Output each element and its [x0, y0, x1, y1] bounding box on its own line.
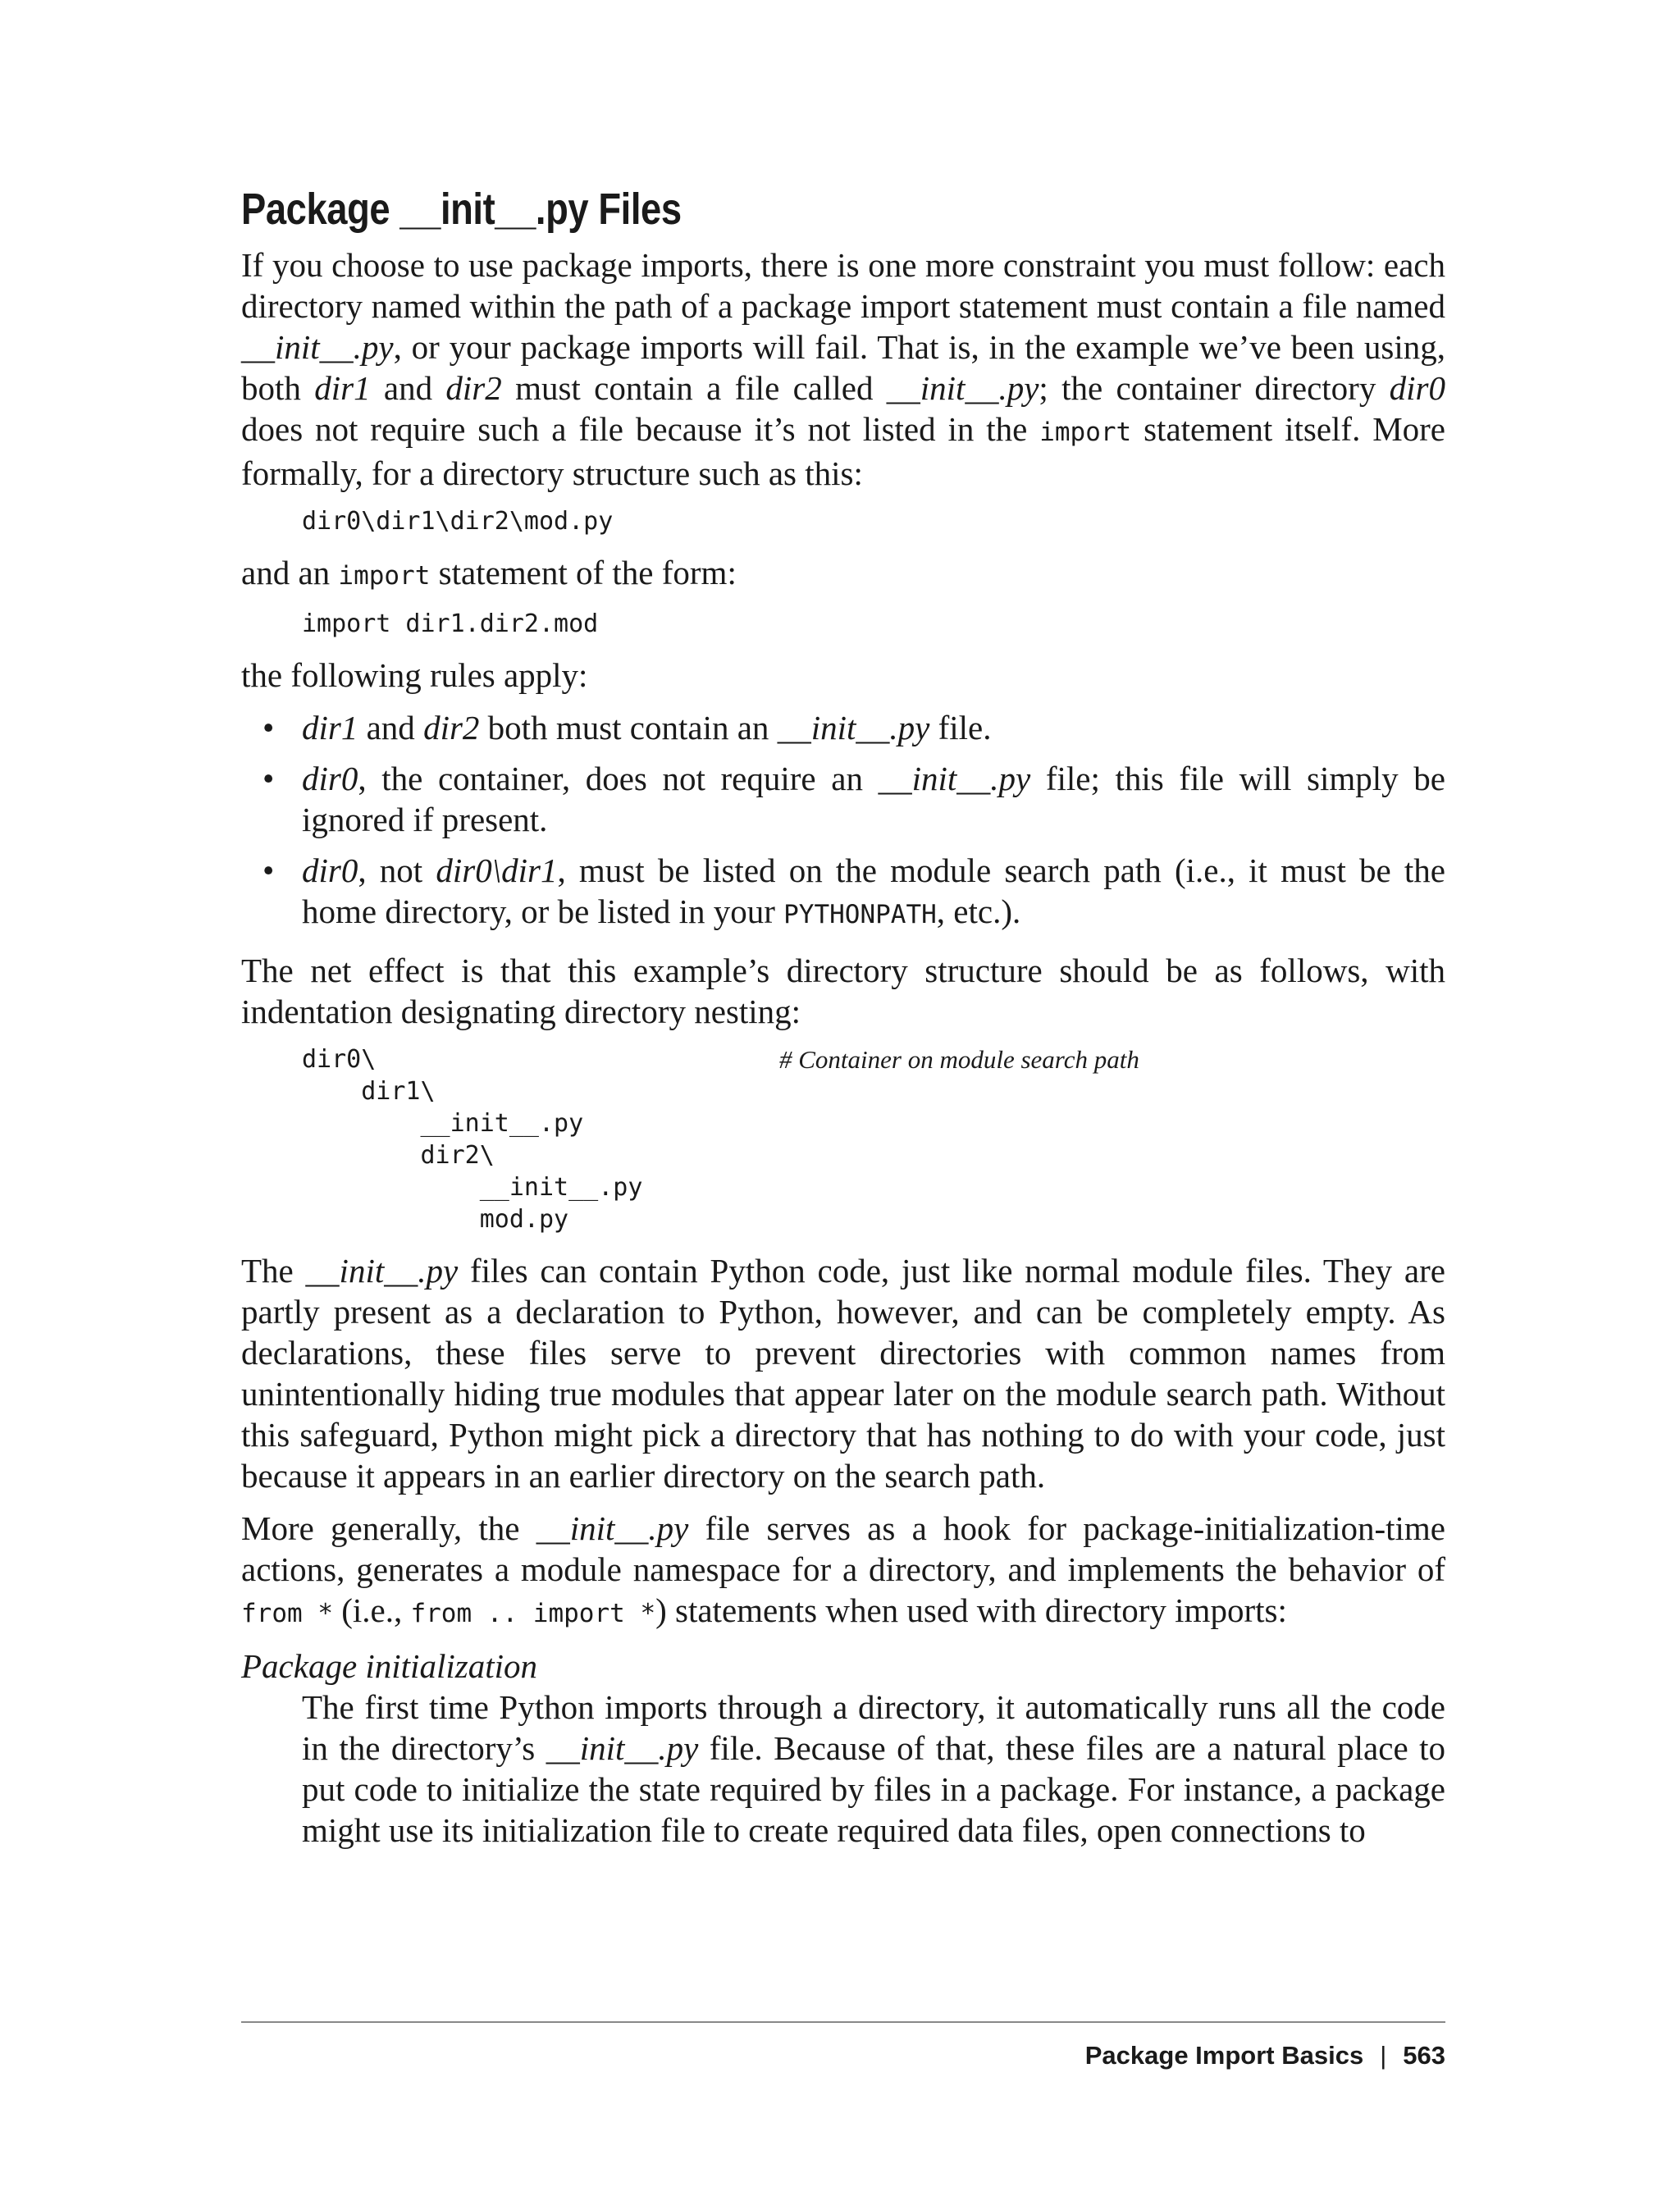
paragraph-net-effect: The net effect is that this example’s directory structure should be as follows, with indentation designating directory nesting: — [241, 952, 1445, 1030]
dirname: dir2 — [423, 709, 480, 746]
text: files can contain Python code, just like normal module files. They are partly present as a declaration to Python, however, and can be completely empty. As declarations, these files serve to prevent directories with common names from unintentionally hiding true modules that appear later on the module search path. Without this safeguard, Python might pick a directory that has nothing to do with your code, just because it appears in an earlier directory on the search path. — [241, 1252, 1445, 1495]
bullet-icon: • — [262, 851, 275, 889]
tree-comment: # Container on module search path — [779, 1045, 1139, 1074]
paragraph-hook — [241, 1508, 1445, 1634]
filename: __init__.py — [536, 1509, 689, 1547]
rules-list — [241, 707, 1445, 935]
inline-code: import — [1039, 418, 1132, 447]
text: must contain a file called — [501, 369, 887, 407]
tree-line: dir1\ — [302, 1077, 436, 1106]
text: file. — [929, 709, 992, 746]
text: ; the container directory — [1039, 369, 1390, 407]
dirname: dir0 — [302, 851, 358, 889]
dirname: dir1 — [302, 709, 358, 746]
directory-tree — [302, 1043, 1445, 1234]
text: statement of the form: — [430, 554, 737, 591]
tree-line: __init__.py — [302, 1109, 584, 1138]
inline-code: from * — [241, 1599, 333, 1628]
text: ) statements when used with directory imports: — [655, 1591, 1287, 1629]
page-number: 563 — [1403, 2041, 1445, 2070]
text: file serves as a hook for package-initialization-time actions, generates a module namespace for a directory, and implements the behavior of — [241, 1509, 1445, 1588]
section-heading: Package __init__.py Files — [241, 185, 682, 234]
paragraph-rules-intro: the following rules apply: — [241, 656, 588, 694]
text: (i.e., — [332, 1591, 411, 1629]
text: , etc.). — [936, 892, 1021, 930]
text: , or your package imports will fail. That is, in the example we’ve been using, both — [241, 328, 1445, 407]
paragraph-intro — [241, 244, 1445, 494]
text: does not require such a file because it’s not listed in the — [241, 410, 1040, 448]
dirname: dir2 — [445, 369, 502, 407]
footer-divider — [241, 2021, 1445, 2023]
bullet-icon: • — [262, 760, 275, 797]
tree-line: mod.py — [302, 1205, 569, 1234]
definition-body — [302, 1687, 1445, 1851]
filename: __init__.py — [241, 328, 394, 366]
text: More generally, the — [241, 1509, 536, 1547]
inline-code: import — [338, 561, 431, 591]
text: The — [241, 1252, 306, 1290]
list-item — [241, 850, 1445, 935]
tree-line: dir0\ — [302, 1045, 377, 1074]
text: The first time Python imports through a directory, it automatically runs all the code in the directory’s — [302, 1688, 1445, 1767]
tree-line: dir2\ — [302, 1141, 495, 1170]
list-item — [241, 707, 1445, 748]
inline-code: PYTHONPATH — [783, 900, 937, 929]
bullet-icon: • — [262, 709, 275, 746]
page-footer — [1085, 2041, 1445, 2070]
text: file; this file will simply be ignored if present. — [302, 760, 1446, 838]
footer-separator: | — [1380, 2041, 1387, 2070]
text: , the container, does not require an — [358, 760, 879, 797]
text: , not — [358, 851, 436, 889]
dirname: dir0 — [1389, 369, 1445, 407]
list-item — [241, 758, 1445, 840]
inline-code: from .. import * — [410, 1599, 656, 1628]
dirname: dir1 — [314, 369, 371, 407]
definition-term: Package initialization — [241, 1647, 537, 1685]
paragraph-init-files — [241, 1250, 1445, 1496]
text: statement itself. More formally, for a directory structure such as this: — [241, 410, 1445, 492]
text: If you choose to use package imports, there is one more constraint you must follow: each directory named within the path of a package import statement must contain a file named — [241, 246, 1445, 325]
code-block-path: dir0\dir1\dir2\mod.py — [302, 507, 614, 536]
code-block-import: import dir1.dir2.mod — [302, 609, 599, 638]
text: , must be listed on the module search path (i.e., it must be the home directory, or be listed in your — [302, 851, 1445, 930]
filename: __init__.py — [777, 709, 930, 746]
tree-line: __init__.py — [302, 1173, 643, 1202]
dirname: dir0 — [302, 760, 358, 797]
text: and — [370, 369, 446, 407]
page-content — [241, 182, 1445, 1851]
filename: __init__.py — [878, 760, 1031, 797]
filename: __init__.py — [546, 1729, 699, 1767]
filename: __init__.py — [305, 1252, 459, 1290]
filename: __init__.py — [886, 369, 1039, 407]
text: both must contain an — [479, 709, 778, 746]
text: and — [358, 709, 424, 746]
paragraph-import-form — [241, 552, 1445, 596]
dirname: dir0\dir1 — [436, 851, 558, 889]
text: and an — [241, 554, 339, 591]
text: file. Because of that, these files are a natural place to put code to initialize the state required by files in a package. For instance, a package might use its initialization file to create required data files, open connections to — [302, 1729, 1445, 1849]
footer-section-title: Package Import Basics — [1084, 2041, 1364, 2070]
